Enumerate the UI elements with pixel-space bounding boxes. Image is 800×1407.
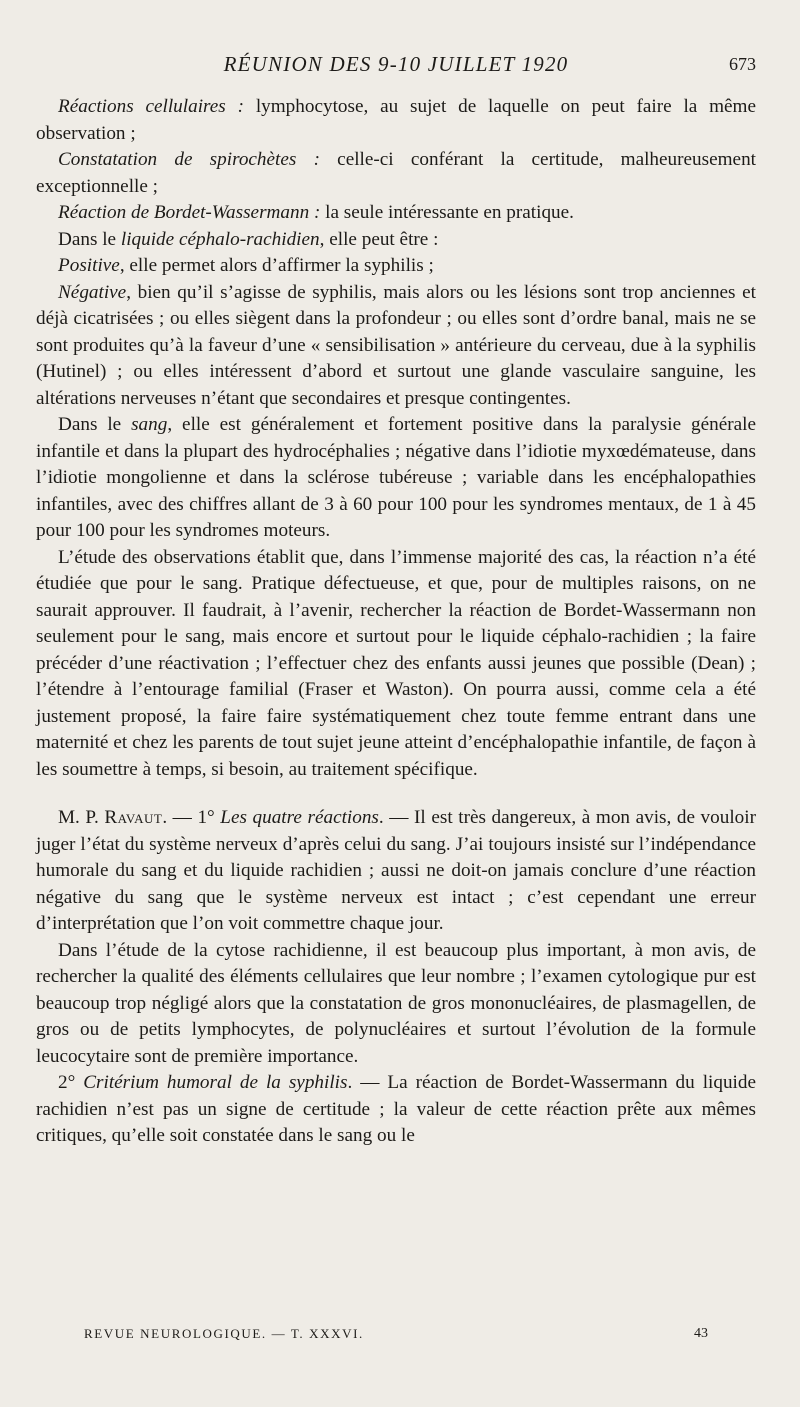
italic-lead: Réactions cellulaires : [58, 96, 244, 117]
paragraph-spirochetes [36, 147, 756, 200]
paragraph-bordet-wassermann [36, 200, 756, 227]
paragraph-text: . — Il est très dangereux, à mon avis, de vouloir juger l’état du système nerveux d’après celui du sang. J’ai toujours insisté sur l’indépendance humorale du sang et du liquide rachidien ; aussi ne doit-on jamais conclure d’une réaction négative du sang que le système nerveux est intact ; c’est cependant une erreur d’interprétation que l’on voit commettre chaque jour. [36, 807, 756, 934]
paragraph-text: , elle permet alors d’affirmer la syphilis ; [119, 255, 434, 276]
paragraph-mid: . — 1° [162, 807, 221, 828]
paragraph-pre: M. P. [58, 807, 105, 828]
italic-lead: Les quatre réactions [220, 807, 379, 828]
paragraph-criterium [36, 1070, 756, 1150]
paragraph-text: , elle est généralement et fortement positive dans la paralysie générale infantile et dans la plupart des hydrocéphalies ; négative dans l’idiotie myxœdémateuse, dans l’idiotie mongolienne et dans la sclérose tubéreuse ; variable dans les encéphalopathies infantiles, avec des chiffres allant de 3 à 60 pour 100 pour les syndromes mentaux, de 1 à 45 pour 100 pour les syndromes moteurs. [36, 414, 756, 541]
page-footer [84, 1326, 708, 1342]
paragraph-text: celle-ci conférant la certitude, malheureusement exceptionnelle ; [36, 149, 756, 197]
paragraph-text: Dans l’étude de la cytose rachidienne, il est beaucoup plus important, à mon avis, de rechercher la qualité des éléments cellulaires que leur nombre ; l’examen cytologique pur est beaucoup trop négligé alors que la constatation de gros mononucléaires, de plasmagellen, de gros ou de petits lymphocytes, de polynucléaires et surtout l’évolution de la formule leucocytaire sont de première importance. [36, 939, 756, 1067]
italic-lead: Constatation de spirochètes : [58, 149, 320, 170]
paragraph-pre: 2° [58, 1072, 84, 1093]
paragraph-negative [36, 280, 756, 413]
running-title: RÉUNION DES 9-10 JUILLET 1920 [223, 52, 569, 76]
paragraph-reactions-cellulaires [36, 94, 756, 147]
paragraph-text: lymphocytose, au sujet de laquelle on peut faire la même observation ; [36, 96, 756, 144]
body-text [36, 94, 756, 1150]
paragraph-pre: Dans le [58, 414, 132, 435]
italic-lead: Positive [58, 255, 120, 276]
page-number: 673 [729, 54, 756, 74]
paragraph-text: . — La réaction de Bordet-Wassermann du liquide rachidien n’est pas un signe de certitude ; la valeur de cette réaction prête aux mêmes critiques, qu’elle soit constatée dans le sang ou le [36, 1072, 756, 1146]
italic-lead: sang [131, 414, 168, 435]
paragraph-text: , bien qu’il s’agisse de syphilis, mais alors ou les lésions sont trop anciennes et déjà cicatrisées ; ou elles siègent dans la profondeur ; ou elles sont d’ordre banal, mais ne se sont produites qu’à la faveur d’une « sensibilisation » antérieure du cerveau, due à la syphilis (Hutinel) ; ou elles intéressent d’abord et surtout une glande vasculaire sanguine, les altérations nerveuses n’étant que secondaires et presque contingentes. [36, 281, 756, 409]
paragraph-ravaut [36, 805, 756, 938]
paragraph-text: la seule intéressante en pratique. [320, 202, 574, 223]
italic-lead: liquide céphalo-rachidien [120, 228, 320, 250]
journal-signature: REVUE NEUROLOGIQUE. — T. XXXVI. [84, 1326, 364, 1341]
running-header [36, 52, 756, 82]
paragraph-positive [36, 253, 756, 280]
paragraph-etude-observations [36, 545, 756, 784]
paragraph-cytose [36, 938, 756, 1071]
italic-lead: Réaction de Bordet-Wassermann : [58, 202, 321, 223]
paragraph-text: L’étude des observations établit que, dans l’immense majorité des cas, la réaction n’a été étudiée que pour le sang. Pratique défectueuse, et que, pour de multiples raisons, on ne saurait approuver. Il faudrait, à l’avenir, rechercher la réaction de Bordet-Wassermann non seulement pour le sang, mais encore et surtout pour le liquide céphalo-rachidien ; la faire précéder d’une réactivation ; l’effectuer chez des enfants aussi jeunes que possible (Dean) ; l’étendre à l’entourage familial (Fraser et Waston). On pourra aussi, comme cela a été justement proposé, la faire faire systématiquement chez toute femme entrant dans une maternité et chez les parents de tout sujet jeune atteint d’encéphalopathie infantile, de façon à les soumettre à temps, si besoin, au traitement spécifique. [36, 546, 756, 780]
speaker-name: Ravaut [104, 807, 163, 828]
italic-lead: Critérium humoral de la syphilis [83, 1072, 348, 1093]
paragraph-text: , elle peut être : [319, 228, 439, 250]
paragraph-sang [36, 412, 756, 545]
paragraph-pre: Dans le [58, 228, 121, 250]
paragraph-liquide [36, 227, 756, 254]
sheet-signature: 43 [694, 1326, 708, 1341]
italic-lead: Négative [58, 281, 127, 303]
